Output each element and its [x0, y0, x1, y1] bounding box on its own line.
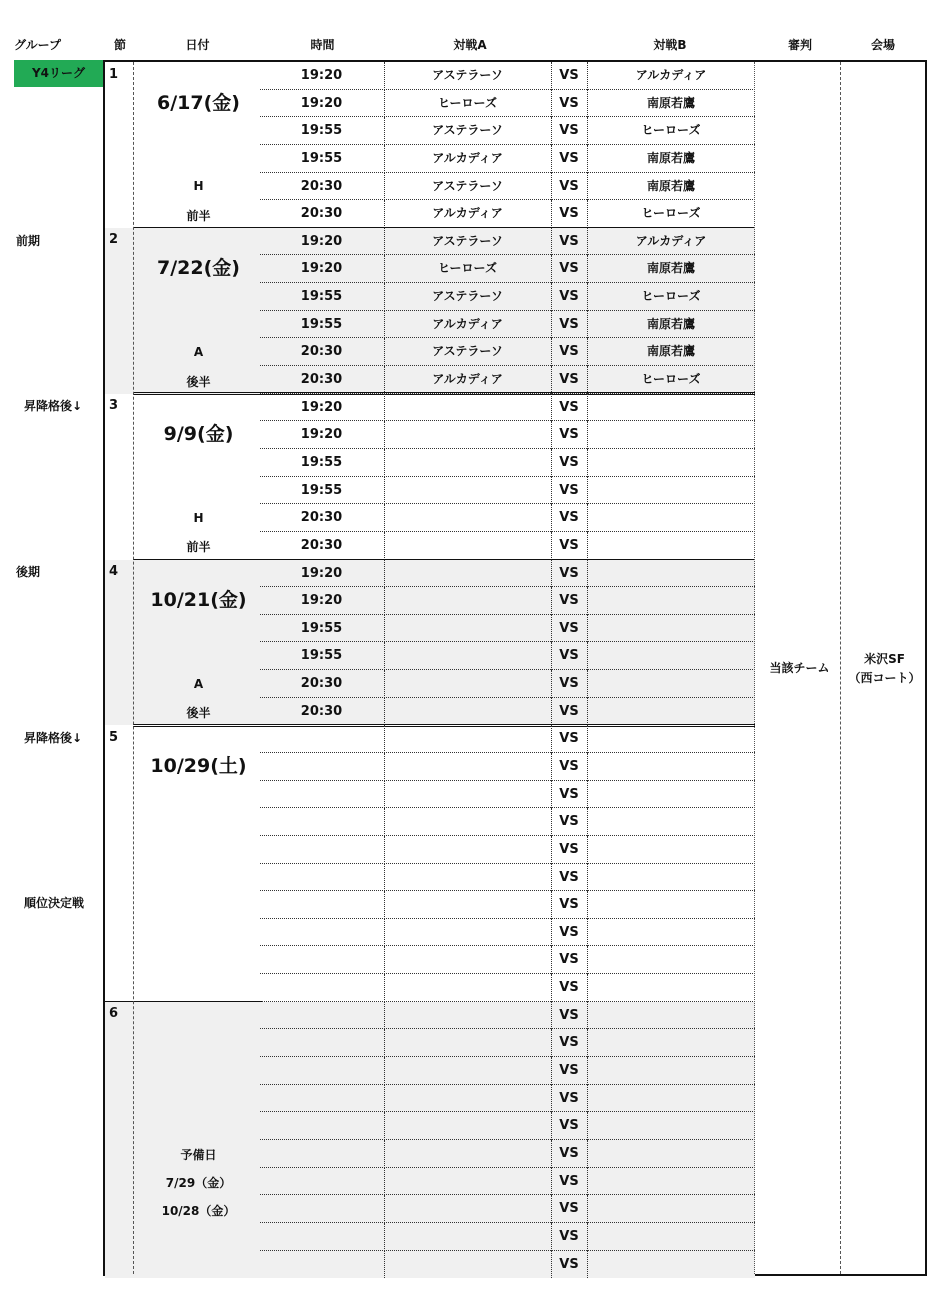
venue-court: （西コート） — [848, 671, 921, 685]
team-b-cell: 南原若鷹 — [646, 95, 695, 110]
team-b-cell: ヒーローズ — [641, 123, 701, 138]
match-row — [260, 421, 755, 449]
team-a-cell — [385, 670, 552, 698]
match-time — [260, 974, 385, 1002]
match-time: 19:55 — [260, 311, 385, 339]
match-time — [260, 1057, 385, 1085]
match-row — [260, 864, 755, 892]
match-time: 20:30 — [260, 338, 385, 366]
half-label: 前半 — [186, 540, 211, 555]
match-time: 19:20 — [260, 421, 385, 449]
vs-label: VS — [552, 1223, 588, 1251]
match-time: 20:30 — [260, 366, 385, 394]
vs-label: VS — [552, 560, 588, 588]
match-time — [260, 1168, 385, 1196]
team-b-cell — [588, 504, 755, 532]
group-label-first-period: 前期 — [16, 234, 41, 248]
round-number: 5 — [109, 729, 119, 745]
vs-label: VS — [552, 1112, 588, 1140]
match-time — [260, 891, 385, 919]
match-row — [260, 117, 755, 145]
match-time: 19:55 — [260, 145, 385, 173]
team-a-cell — [385, 808, 552, 836]
vs-label: VS — [552, 974, 588, 1002]
half-label: 前半 — [186, 208, 211, 223]
team-a-cell — [385, 1195, 552, 1223]
team-b-cell — [588, 808, 755, 836]
team-a-cell — [385, 421, 552, 449]
match-time: 20:30 — [260, 670, 385, 698]
vs-label: VS — [552, 366, 588, 394]
match-row — [260, 725, 755, 753]
match-time: 19:20 — [260, 62, 385, 90]
match-time: 19:20 — [260, 394, 385, 422]
match-date: 10/21(金) — [150, 589, 247, 612]
team-b-cell: ヒーローズ — [641, 289, 701, 304]
match-row — [260, 283, 755, 311]
section-divider — [105, 1001, 262, 1002]
match-row — [260, 449, 755, 477]
team-b-cell — [588, 421, 755, 449]
team-a-cell: アステラーソ — [385, 338, 552, 366]
header-venue: 会場 — [870, 38, 895, 52]
match-time: 19:20 — [260, 90, 385, 118]
match-time: 19:55 — [260, 449, 385, 477]
match-row — [260, 753, 755, 781]
vs-label: VS — [552, 698, 588, 726]
team-a-cell — [385, 864, 552, 892]
team-a-cell — [385, 836, 552, 864]
team-a-cell — [385, 1168, 552, 1196]
match-row — [260, 504, 755, 532]
vs-label: VS — [552, 311, 588, 339]
match-time: 20:30 — [260, 504, 385, 532]
vs-label: VS — [552, 642, 588, 670]
team-a-cell — [385, 532, 552, 560]
vs-label: VS — [552, 891, 588, 919]
match-row — [260, 394, 755, 422]
match-date: 6/17(金) — [157, 91, 240, 114]
team-a-cell: アルカディア — [385, 366, 552, 394]
match-row — [260, 974, 755, 1002]
team-b-cell: 南原若鷹 — [646, 261, 695, 276]
match-row — [260, 1195, 755, 1223]
vs-label: VS — [552, 1057, 588, 1085]
team-a-cell — [385, 946, 552, 974]
team-b-cell — [588, 1195, 755, 1223]
team-b-cell: ヒーローズ — [641, 372, 701, 387]
match-time: 19:55 — [260, 615, 385, 643]
team-a-cell — [385, 1223, 552, 1251]
team-b-cell — [588, 1251, 755, 1279]
match-time — [260, 1002, 385, 1030]
vs-label: VS — [552, 449, 588, 477]
team-a-cell: ヒーローズ — [385, 90, 552, 118]
team-a-cell — [385, 919, 552, 947]
referee-cell: 当該チーム — [769, 661, 830, 675]
team-a-cell — [385, 642, 552, 670]
header-round: 節 — [113, 38, 126, 52]
vs-label: VS — [552, 173, 588, 201]
team-a-cell — [385, 1251, 552, 1279]
match-time — [260, 946, 385, 974]
match-time — [260, 836, 385, 864]
team-a-cell — [385, 1002, 552, 1030]
group-label-ranking: 順位決定戦 — [24, 896, 85, 910]
team-a-cell — [385, 1085, 552, 1113]
header-team-b: 対戦B — [653, 38, 687, 52]
reserve-day-label: 予備日 — [180, 1148, 217, 1163]
match-row — [260, 145, 755, 173]
team-a-cell: アステラーソ — [385, 283, 552, 311]
match-time — [260, 1112, 385, 1140]
team-b-cell: アルカディア — [635, 68, 707, 82]
match-time: 19:20 — [260, 255, 385, 283]
header-date: 日付 — [185, 38, 210, 52]
vs-label: VS — [552, 946, 588, 974]
team-a-cell — [385, 449, 552, 477]
team-b-cell: 南原若鷹 — [646, 344, 695, 359]
team-b-cell: ヒーローズ — [641, 206, 701, 221]
team-a-cell — [385, 698, 552, 726]
vs-label: VS — [552, 283, 588, 311]
match-time — [260, 1251, 385, 1279]
team-a-cell: アルカディア — [385, 145, 552, 173]
team-b-cell: 南原若鷹 — [646, 178, 695, 193]
team-b-cell — [588, 753, 755, 781]
vs-label: VS — [552, 200, 588, 228]
team-b-cell — [588, 394, 755, 422]
match-time: 20:30 — [260, 532, 385, 560]
divider-teamb-referee — [754, 62, 755, 1274]
match-time: 19:55 — [260, 283, 385, 311]
group-label-promotion-2: 昇降格後↓ — [24, 731, 83, 745]
venue-cell — [842, 650, 927, 688]
team-a-cell — [385, 753, 552, 781]
match-row — [260, 808, 755, 836]
team-a-cell — [385, 1112, 552, 1140]
vs-label: VS — [552, 477, 588, 505]
team-b-cell — [588, 781, 755, 809]
match-date: 9/9(金) — [163, 423, 234, 446]
match-row — [260, 228, 755, 256]
section-6 — [105, 1002, 262, 1278]
match-time: 19:55 — [260, 117, 385, 145]
match-row — [260, 1223, 755, 1251]
reserve-date-2: 10/28（金） — [161, 1203, 236, 1218]
round-number: 6 — [109, 1006, 119, 1022]
team-b-cell — [588, 891, 755, 919]
match-row — [260, 560, 755, 588]
match-row — [260, 670, 755, 698]
vs-label: VS — [552, 1140, 588, 1168]
match-time — [260, 1223, 385, 1251]
group-label-second-period: 後期 — [16, 565, 41, 579]
vs-label: VS — [552, 62, 588, 90]
team-b-cell — [588, 864, 755, 892]
vs-label: VS — [552, 338, 588, 366]
team-b-cell — [588, 836, 755, 864]
team-b-cell — [588, 532, 755, 560]
league-badge: Y4リーグ — [14, 60, 103, 87]
team-a-cell — [385, 781, 552, 809]
team-b-cell — [588, 1002, 755, 1030]
team-a-cell — [385, 560, 552, 588]
match-row — [260, 615, 755, 643]
team-b-cell — [588, 1029, 755, 1057]
header-referee: 審判 — [787, 38, 812, 52]
team-a-cell — [385, 394, 552, 422]
team-b-cell — [588, 1057, 755, 1085]
match-row — [260, 532, 755, 560]
team-b-cell — [588, 1112, 755, 1140]
vs-label: VS — [552, 670, 588, 698]
team-b-cell: 南原若鷹 — [646, 316, 695, 331]
vs-label: VS — [552, 394, 588, 422]
vs-label: VS — [552, 587, 588, 615]
match-row — [260, 366, 755, 394]
vs-label: VS — [552, 1085, 588, 1113]
match-time: 20:30 — [260, 698, 385, 726]
match-row — [260, 1085, 755, 1113]
match-row — [260, 1168, 755, 1196]
match-row — [260, 90, 755, 118]
team-a-cell — [385, 1057, 552, 1085]
match-row — [260, 62, 755, 90]
vs-label: VS — [552, 255, 588, 283]
team-b-cell: 南原若鷹 — [646, 150, 695, 165]
match-row — [260, 1002, 755, 1030]
match-time — [260, 919, 385, 947]
team-a-cell: アステラーソ — [385, 173, 552, 201]
match-time — [260, 781, 385, 809]
match-row — [260, 1029, 755, 1057]
vs-label: VS — [552, 615, 588, 643]
venue-name: 米沢SF — [864, 652, 905, 666]
team-a-cell — [385, 974, 552, 1002]
vs-label: VS — [552, 836, 588, 864]
header-team-a: 対戦A — [453, 38, 487, 52]
vs-label: VS — [552, 753, 588, 781]
team-b-cell — [588, 919, 755, 947]
match-row — [260, 1251, 755, 1279]
team-b-cell — [588, 698, 755, 726]
team-a-cell — [385, 477, 552, 505]
vs-label: VS — [552, 504, 588, 532]
match-row — [260, 338, 755, 366]
match-time: 20:30 — [260, 200, 385, 228]
match-row — [260, 1112, 755, 1140]
team-b-cell — [588, 449, 755, 477]
team-a-cell: アルカディア — [385, 311, 552, 339]
team-b-cell — [588, 1168, 755, 1196]
team-b-cell — [588, 477, 755, 505]
round-number: 1 — [109, 66, 119, 82]
team-b-cell — [588, 642, 755, 670]
match-time — [260, 725, 385, 753]
team-b-cell — [588, 946, 755, 974]
match-time: 19:55 — [260, 642, 385, 670]
header-group: グループ — [14, 38, 62, 52]
round-number: 4 — [109, 564, 119, 580]
team-a-cell: アステラーソ — [385, 62, 552, 90]
vs-label: VS — [552, 1195, 588, 1223]
match-row — [260, 946, 755, 974]
vs-label: VS — [552, 1002, 588, 1030]
match-row — [260, 311, 755, 339]
team-a-cell: アルカディア — [385, 200, 552, 228]
match-row — [260, 587, 755, 615]
team-a-cell — [385, 615, 552, 643]
team-a-cell — [385, 725, 552, 753]
match-date: 10/29(土) — [150, 754, 247, 777]
match-row — [260, 642, 755, 670]
match-time — [260, 1085, 385, 1113]
match-time: 20:30 — [260, 173, 385, 201]
team-b-cell — [588, 587, 755, 615]
team-b-cell — [588, 1223, 755, 1251]
team-a-cell: ヒーローズ — [385, 255, 552, 283]
half-label: 後半 — [186, 706, 211, 721]
team-b-cell — [588, 1085, 755, 1113]
match-time — [260, 1029, 385, 1057]
header-time: 時間 — [310, 38, 335, 52]
match-time — [260, 1140, 385, 1168]
team-b-cell: アルカディア — [635, 233, 707, 248]
match-time — [260, 753, 385, 781]
match-row — [260, 836, 755, 864]
vs-label: VS — [552, 421, 588, 449]
match-time: 19:20 — [260, 560, 385, 588]
vs-label: VS — [552, 808, 588, 836]
team-a-cell — [385, 891, 552, 919]
match-row — [260, 255, 755, 283]
vs-label: VS — [552, 145, 588, 173]
team-b-cell — [588, 1140, 755, 1168]
vs-label: VS — [552, 1251, 588, 1279]
match-date: 7/22(金) — [157, 257, 240, 280]
team-b-cell — [588, 670, 755, 698]
vs-label: VS — [552, 1168, 588, 1196]
round-number: 2 — [109, 232, 119, 248]
match-time — [260, 808, 385, 836]
match-time: 19:55 — [260, 477, 385, 505]
match-row — [260, 919, 755, 947]
half-label: 後半 — [186, 374, 211, 389]
match-row — [260, 891, 755, 919]
match-row — [260, 173, 755, 201]
vs-label: VS — [552, 781, 588, 809]
match-row — [260, 698, 755, 726]
team-a-cell — [385, 1029, 552, 1057]
vs-label: VS — [552, 725, 588, 753]
vs-label: VS — [552, 117, 588, 145]
match-row — [260, 781, 755, 809]
team-b-cell — [588, 615, 755, 643]
team-a-cell — [385, 587, 552, 615]
round-number: 3 — [109, 398, 119, 414]
divider-round-date — [133, 62, 134, 1274]
match-row — [260, 477, 755, 505]
home-away-label: H — [193, 510, 204, 525]
team-a-cell: アステラーソ — [385, 117, 552, 145]
vs-label: VS — [552, 864, 588, 892]
vs-label: VS — [552, 90, 588, 118]
team-b-cell — [588, 560, 755, 588]
home-away-label: H — [193, 179, 204, 194]
home-away-label: A — [193, 676, 204, 691]
team-a-cell — [385, 504, 552, 532]
match-time: 19:20 — [260, 228, 385, 256]
team-a-cell: アステラーソ — [385, 228, 552, 256]
vs-label: VS — [552, 532, 588, 560]
match-row — [260, 200, 755, 228]
match-time: 19:20 — [260, 587, 385, 615]
team-b-cell — [588, 974, 755, 1002]
match-time — [260, 864, 385, 892]
vs-label: VS — [552, 228, 588, 256]
team-a-cell — [385, 1140, 552, 1168]
schedule-table — [103, 60, 927, 1276]
match-row — [260, 1140, 755, 1168]
match-time — [260, 1195, 385, 1223]
team-b-cell — [588, 725, 755, 753]
reserve-date-1: 7/29（金） — [165, 1176, 232, 1191]
vs-label: VS — [552, 1029, 588, 1057]
vs-label: VS — [552, 919, 588, 947]
group-label-promotion-1: 昇降格後↓ — [24, 399, 83, 413]
match-row — [260, 1057, 755, 1085]
home-away-label: A — [193, 344, 204, 359]
